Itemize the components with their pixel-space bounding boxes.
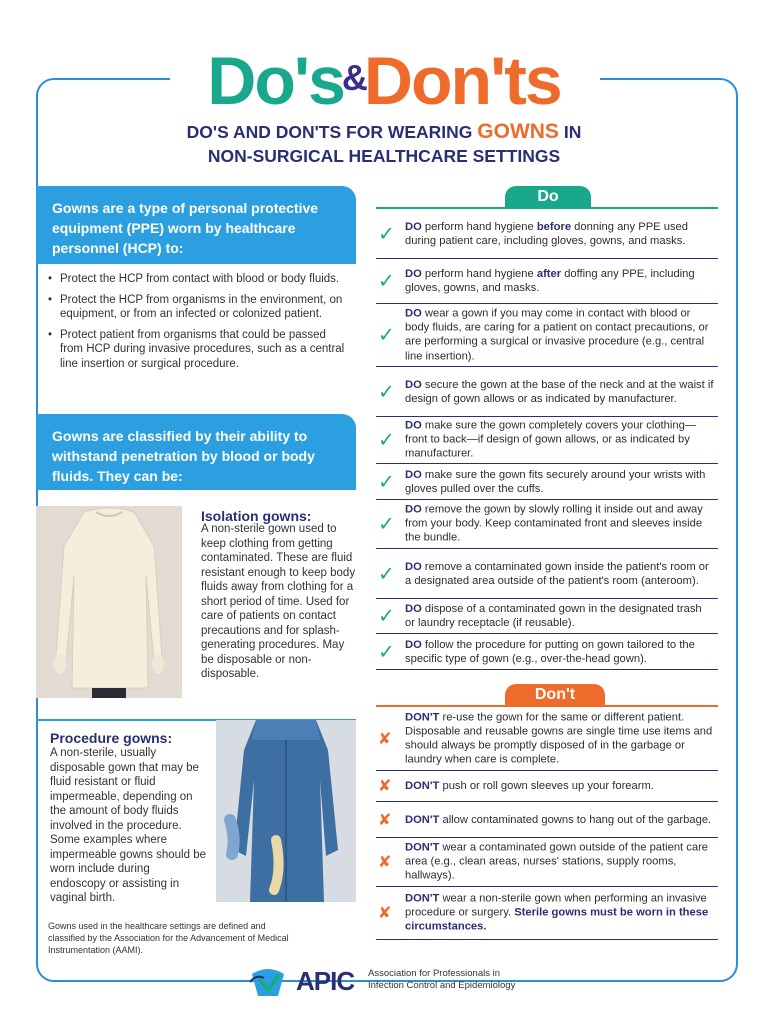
check-icon: ✓ bbox=[378, 223, 395, 245]
do-section-label: Do bbox=[505, 186, 591, 208]
do-item: ✓ DO follow the procedure for putting on gown tailored to the specific type of gown (e.g., over-the-head gown). bbox=[376, 634, 718, 670]
apic-wordmark: APIC bbox=[296, 966, 355, 996]
dont-item: ✘ DON'T wear a contaminated gown outside of the patient care area (e.g., clean areas, nurses' stations, supply rooms, hallways). bbox=[376, 838, 718, 887]
dont-item: ✘ DON'T push or roll gown sleeves up your forearm. bbox=[376, 771, 718, 802]
intro-bullet: • Protect patient from organisms that could be passed from HCP during invasive procedures, such as a central line insertion or surgical procedure. bbox=[48, 328, 348, 372]
procedure-gown-photo bbox=[216, 720, 356, 902]
check-icon: ✓ bbox=[378, 270, 395, 293]
apic-logo-icon bbox=[248, 964, 288, 1000]
do-item: ✓ DO make sure the gown completely covers your clothing—front to back—if design of gown allows, or as indicated by manufacturer. bbox=[376, 417, 718, 464]
procedure-gown-illustration bbox=[216, 720, 356, 902]
isolation-gown-photo bbox=[36, 506, 182, 698]
procedure-gowns-title: Procedure gowns: bbox=[50, 730, 173, 746]
check-icon: ✓ bbox=[378, 605, 395, 628]
classification-heading: Gowns are classified by their ability to withstand penetration by blood or body fluids. They can be: bbox=[36, 414, 356, 490]
do-item: ✓ DO perform hand hygiene after doffing any PPE, including gloves, gowns, and masks. bbox=[376, 259, 718, 304]
do-item: ✓ DO remove a contaminated gown inside the patient's room or a designated area outside of the patient's room (anteroom). bbox=[376, 549, 718, 599]
dont-item: ✘ DON'T re-use the gown for the same or different patient. Disposable and reusable gowns are single time use items and should always be promptly disposed of in the garbage or laundry when care is complete. bbox=[376, 707, 718, 771]
subtitle bbox=[0, 120, 768, 168]
dont-section-label: Don't bbox=[505, 684, 605, 706]
x-icon: ✘ bbox=[378, 778, 392, 795]
intro-bullet: • Protect the HCP from contact with blood or body fluids. bbox=[48, 272, 348, 287]
do-item: ✓ DO remove the gown by slowly rolling it inside out and away from your body. Keep contaminated front and sleeves inside the bundle. bbox=[376, 500, 718, 549]
x-icon: ✘ bbox=[378, 905, 392, 922]
check-icon: ✓ bbox=[378, 429, 395, 452]
do-item: ✓ DO wear a gown if you may come in contact with blood or body fluids, are caring for a patient on contact precautions, or are performing a surgical or invasive procedure (e.g., central line insertion). bbox=[376, 304, 718, 367]
check-icon: ✓ bbox=[378, 471, 395, 493]
do-item: ✓ DO make sure the gown fits securely around your wrists with gloves pulled over the cuffs. bbox=[376, 464, 718, 500]
check-icon: ✓ bbox=[378, 641, 395, 663]
check-icon: ✓ bbox=[378, 513, 395, 536]
intro-bullet-list bbox=[48, 272, 348, 377]
procedure-gowns-text: A non-sterile, usually disposable gown that may be fluid resistant or fluid impermeable, depending on the amount of body fluids involved in the procedure. Some examples where impermeable gowns should be worn include during endoscopy or assisting in vaginal birth. bbox=[50, 747, 206, 904]
subtitle-highlight: GOWNS bbox=[477, 120, 559, 143]
x-icon: ✘ bbox=[378, 811, 392, 829]
x-icon: ✘ bbox=[378, 854, 392, 871]
isolation-gowns-text: A non-sterile gown used to keep clothing from getting contaminated. These are fluid resistant enough to keep body fluids away from clothing for a short period of time. Used for care of patients on contact precautions and for splash-generating procedures. May be disposable or non-disposable. bbox=[201, 523, 356, 680]
apic-full-name: Association for Professionals in Infection Control and Epidemiology bbox=[368, 968, 516, 991]
x-icon: ✘ bbox=[378, 730, 392, 748]
subtitle-post: IN bbox=[563, 122, 582, 142]
title-dos: Do's bbox=[207, 43, 344, 119]
aami-footnote: Gowns used in the healthcare settings are defined and classified by the Association for the Advancement of Medical Instrumentation (AAMI). bbox=[48, 921, 289, 955]
check-icon: ✓ bbox=[378, 381, 395, 403]
page-title bbox=[0, 38, 768, 121]
title-ampersand: & bbox=[341, 57, 366, 98]
dont-item: ✘ DON'T allow contaminated gowns to hang out of the garbage. bbox=[376, 802, 718, 838]
check-icon: ✓ bbox=[378, 563, 395, 585]
isolation-gown-illustration bbox=[36, 506, 182, 698]
intro-bullet: • Protect the HCP from organisms in the environment, on equipment, or from an infected or colonized patient. bbox=[48, 293, 348, 322]
isolation-gowns-title: Isolation gowns: bbox=[201, 508, 312, 524]
subtitle-pre: DO'S AND DON'TS FOR WEARING bbox=[186, 122, 473, 142]
title-donts: Don'ts bbox=[363, 43, 561, 119]
dont-item: ✘ DON'T wear a non-sterile gown when performing an invasive procedure or surgery. Sterile gowns must be worn in these circumstances. bbox=[376, 887, 718, 940]
intro-heading: Gowns are a type of personal protective equipment (PPE) worn by healthcare personnel (HCP) to: bbox=[36, 186, 356, 264]
do-item: ✓ DO perform hand hygiene before donning any PPE used during patient care, including gloves, gowns, and masks. bbox=[376, 209, 718, 259]
subtitle-line2: NON-SURGICAL HEALTHCARE SETTINGS bbox=[207, 146, 561, 166]
do-item: ✓ DO dispose of a contaminated gown in the designated trash or laundry receptacle (if reusable). bbox=[376, 599, 718, 634]
apic-logo bbox=[248, 962, 548, 1002]
check-icon: ✓ bbox=[378, 324, 395, 347]
do-item: ✓ DO secure the gown at the base of the neck and at the waist if design of gown allows or as indicated by manufacturer. bbox=[376, 367, 718, 417]
